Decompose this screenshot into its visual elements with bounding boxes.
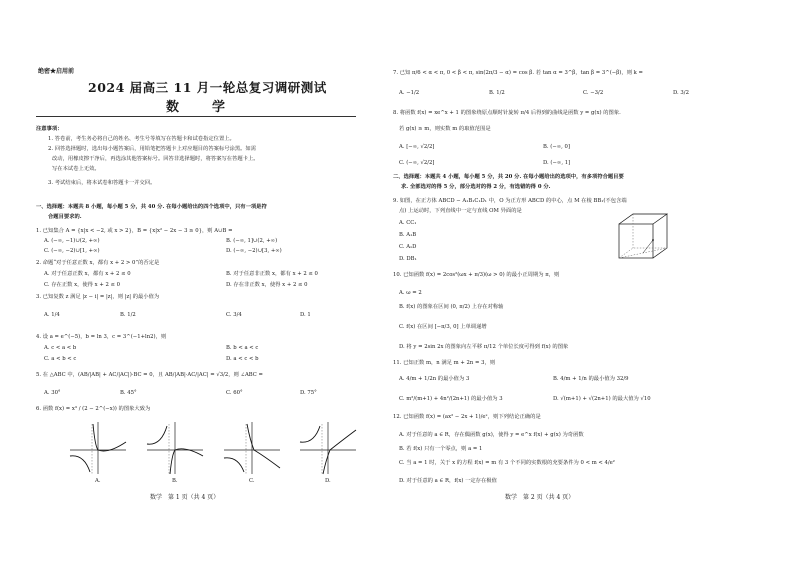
q2-option-c: C. 存在正数 x，使得 x + 2 ≤ 0 [44, 282, 121, 288]
q2-option-a: A. 对于任意正数 x，都有 x + 2 ≤ 0 [44, 271, 131, 277]
question-10: 10. 已知函数 f(x) = 2cos²(ωx + π/3)(ω > 0) 的最小正周期为 π，则 [393, 272, 560, 278]
notice-2: 2. 回答选择题时，选出每小题答案后，用铅笔把答题卡上对应题目的答案标号涂黑。如需 [48, 146, 257, 152]
q1-option-a: A. (−∞, −1)∪(2, +∞) [44, 238, 100, 244]
secret-label: 绝密★启用前 [38, 68, 75, 75]
q3-option-c: C. 3/4 [226, 312, 242, 318]
question-7: 7. 已知 π/6 < α < π, 0 < β < π, sin(2π/3 − α) = cos β. 若 tan α = 3^β，tan β = 3^(−β)，则 k = [393, 70, 643, 76]
q12-option-a: A. 对于任意的 a ∈ R，存在偶函数 g(x)，使得 y = e^x f(x) + g(x) 为奇函数 [399, 432, 584, 438]
graph-a [68, 420, 128, 476]
q10-option-c: C. f(x) 在区间 [−π/3, 0] 上单调递增 [399, 324, 487, 330]
q7-option-b: B. 1/2 [489, 90, 505, 96]
q11-option-c: C. m²/(m+1) + 4n²/(2n+1) 的最小值为 3 [399, 396, 503, 402]
question-3: 3. 已知复数 z 满足 |z − i| = |z|，则 |z| 的最小值为 [36, 294, 160, 300]
question-9-line2: 点) 上运动时，下列直线中一定与直线 OM 异面的是 [399, 208, 522, 214]
exam-title: 2024 届高三 11 月一轮总复习调研测试 [88, 80, 327, 95]
q1-option-d: D. (−∞, −2)∪[3, +∞) [226, 248, 282, 254]
graph-d [298, 420, 358, 476]
section1-heading: 一、选择题：本题共 8 小题，每小题 5 分，共 40 分. 在每小题给出的四个选项中，只有一项是符 [36, 204, 267, 210]
section1-heading-2: 合题目要求的. [48, 214, 82, 220]
q1-option-b: B. (−∞, 1]∪(2, +∞) [226, 238, 278, 244]
q9-option-b: B. A₁B [399, 232, 417, 238]
q12-option-d: D. 对于任意的 a ∈ R，f(x) 一定存在极值 [399, 478, 497, 484]
section2-heading-2: 求. 全部选对的得 5 分，部分选对的得 2 分，有选错的得 0 分. [401, 184, 551, 190]
notice-4: 写在本试卷上无效。 [52, 166, 100, 172]
q5-option-c: C. 60° [226, 390, 243, 396]
question-8-line2: 若 g(x) ≥ m，则实数 m 的取值范围是 [399, 126, 491, 132]
q7-option-a: A. −1/2 [399, 90, 420, 96]
q5-option-d: D. 75° [300, 390, 317, 396]
question-4: 4. 设 a = e^(−5)，b = ln 3，c = 3^(−1+ln2)，则 [36, 334, 167, 340]
q11-option-b: B. 4/m + 1/n 的最小值为 32/9 [553, 376, 629, 382]
q11-option-a: A. 4/m + 1/2n 的最小值为 3 [399, 376, 470, 382]
graph-a-label: A. [95, 478, 101, 484]
graph-d-label: D. [325, 478, 331, 484]
notice-3: 改动，用橡皮擦干净后，再选涂其他答案标号。回答非选择题时，将答案写在答题卡上。 [52, 156, 259, 162]
q3-option-a: A. 1/4 [44, 312, 60, 318]
question-6: 6. 函数 f(x) = x³ / (2 − 2^(−x)) 的图象大致为 [36, 406, 151, 412]
q8-option-d: D. (−∞, 1] [543, 160, 571, 166]
notice-1: 1. 答卷前，考生务必将自己的姓名、考生号等填写在答题卡和试卷指定位置上。 [48, 136, 235, 142]
cube-figure [615, 210, 671, 262]
q7-option-c: C. −3/2 [583, 90, 604, 96]
q2-option-b: B. 对于任意非正数 x，都有 x + 2 ≤ 0 [226, 271, 318, 277]
question-11: 11. 已知正数 m，n 满足 m + 2n = 3，则 [393, 360, 496, 366]
section2-heading: 二、选择题：本题共 4 小题，每小题 5 分，共 20 分. 在每小题给出的选项中，有多项符合题目要 [393, 174, 624, 180]
graph-b [145, 420, 205, 476]
q1-option-c: C. (−∞, −2)∪[1, +∞) [44, 248, 100, 254]
q4-option-c: C. a < b < c [44, 356, 77, 362]
question-2: 2. 命题“对于任意正数 x，都有 x + 2 > 0”的否定是 [36, 260, 160, 266]
notice-title: 注意事项： [36, 126, 63, 132]
q9-option-d: D. DB₁ [399, 256, 417, 262]
page-footer-1: 数学 第 1 页（共 4 页） [150, 494, 220, 501]
q3-option-b: B. 1/2 [120, 312, 136, 318]
question-5: 5. 在 △ABC 中，(AB/|AB| + AC/|AC|)·BC = 0，且 AB/|AB|·AC/|AC| = √3/2，则 ∠ABC = [36, 372, 263, 378]
divider [36, 116, 356, 117]
page-footer-2: 数学 第 2 页（共 4 页） [505, 494, 575, 501]
page-2 [393, 0, 794, 561]
q8-option-a: A. [−∞, √2/2] [399, 144, 435, 150]
q5-option-a: A. 30° [44, 390, 61, 396]
q5-option-b: B. 45° [120, 390, 137, 396]
question-9-line1: 9. 如图，在正方体 ABCD − A₁B₁C₁D₁ 中，O 为正方形 ABCD 的中心，点 M 在棱 BB₁(不包含端 [393, 198, 627, 204]
q10-option-a: A. ω = 2 [399, 290, 422, 296]
graph-c-label: C. [249, 478, 255, 484]
q8-option-c: C. (−∞, √2/2] [399, 160, 435, 166]
q10-option-d: D. 将 y = 2sin 2x 的图象向左平移 π/12 个单位长度可得到 f(x) 的图象 [399, 344, 569, 350]
question-8-line1: 8. 将函数 f(x) = xe^x + 1 的图象绕原点顺时针旋转 π/4 后得到的曲线是函数 y = g(x) 的图象. [393, 110, 621, 116]
subject-title: 数 学 [166, 100, 236, 115]
q3-option-d: D. 1 [300, 312, 311, 318]
q12-option-b: B. 若 f(x) 只有一个零点，则 a = 1 [399, 446, 483, 452]
q12-option-c: C. 当 a = 1 时，关于 x 的方程 f(x) = m 有 3 个不同的实数根的充要条件为 0 < m < 4/e² [399, 460, 615, 466]
q2-option-d: D. 存在非正数 x，使得 x + 2 ≤ 0 [226, 282, 308, 288]
q9-option-a: A. CC₁ [399, 220, 417, 226]
graph-b-label: B. [172, 478, 178, 484]
q10-option-b: B. f(x) 的图象在区间 (0, π/2) 上存在对称轴 [399, 304, 504, 310]
q9-option-c: C. A₁D [399, 244, 417, 250]
notice-5: 3. 考试结束后，将本试卷和答题卡一并交回。 [48, 180, 156, 186]
question-12: 12. 已知函数 f(x) = (ax² − 2x + 1)/eˣ，则下列结论正确的是 [393, 414, 541, 420]
q4-option-a: A. c < a < b [44, 345, 77, 351]
q4-option-d: D. a < c < b [226, 356, 259, 362]
q4-option-b: B. b < a < c [226, 345, 259, 351]
graph-c [222, 420, 282, 476]
question-1: 1. 已知集合 A = {x|x < −2, 或 x > 2}，B = {x|x² − 2x − 3 ≥ 0}，则 A∪B = [36, 228, 233, 234]
q8-option-b: B. (−∞, 0] [543, 144, 570, 150]
q7-option-d: D. 3/2 [673, 90, 689, 96]
page-1 [0, 0, 390, 561]
q11-option-d: D. √(m+1) + √(2n+1) 的最大值为 √10 [553, 396, 651, 402]
